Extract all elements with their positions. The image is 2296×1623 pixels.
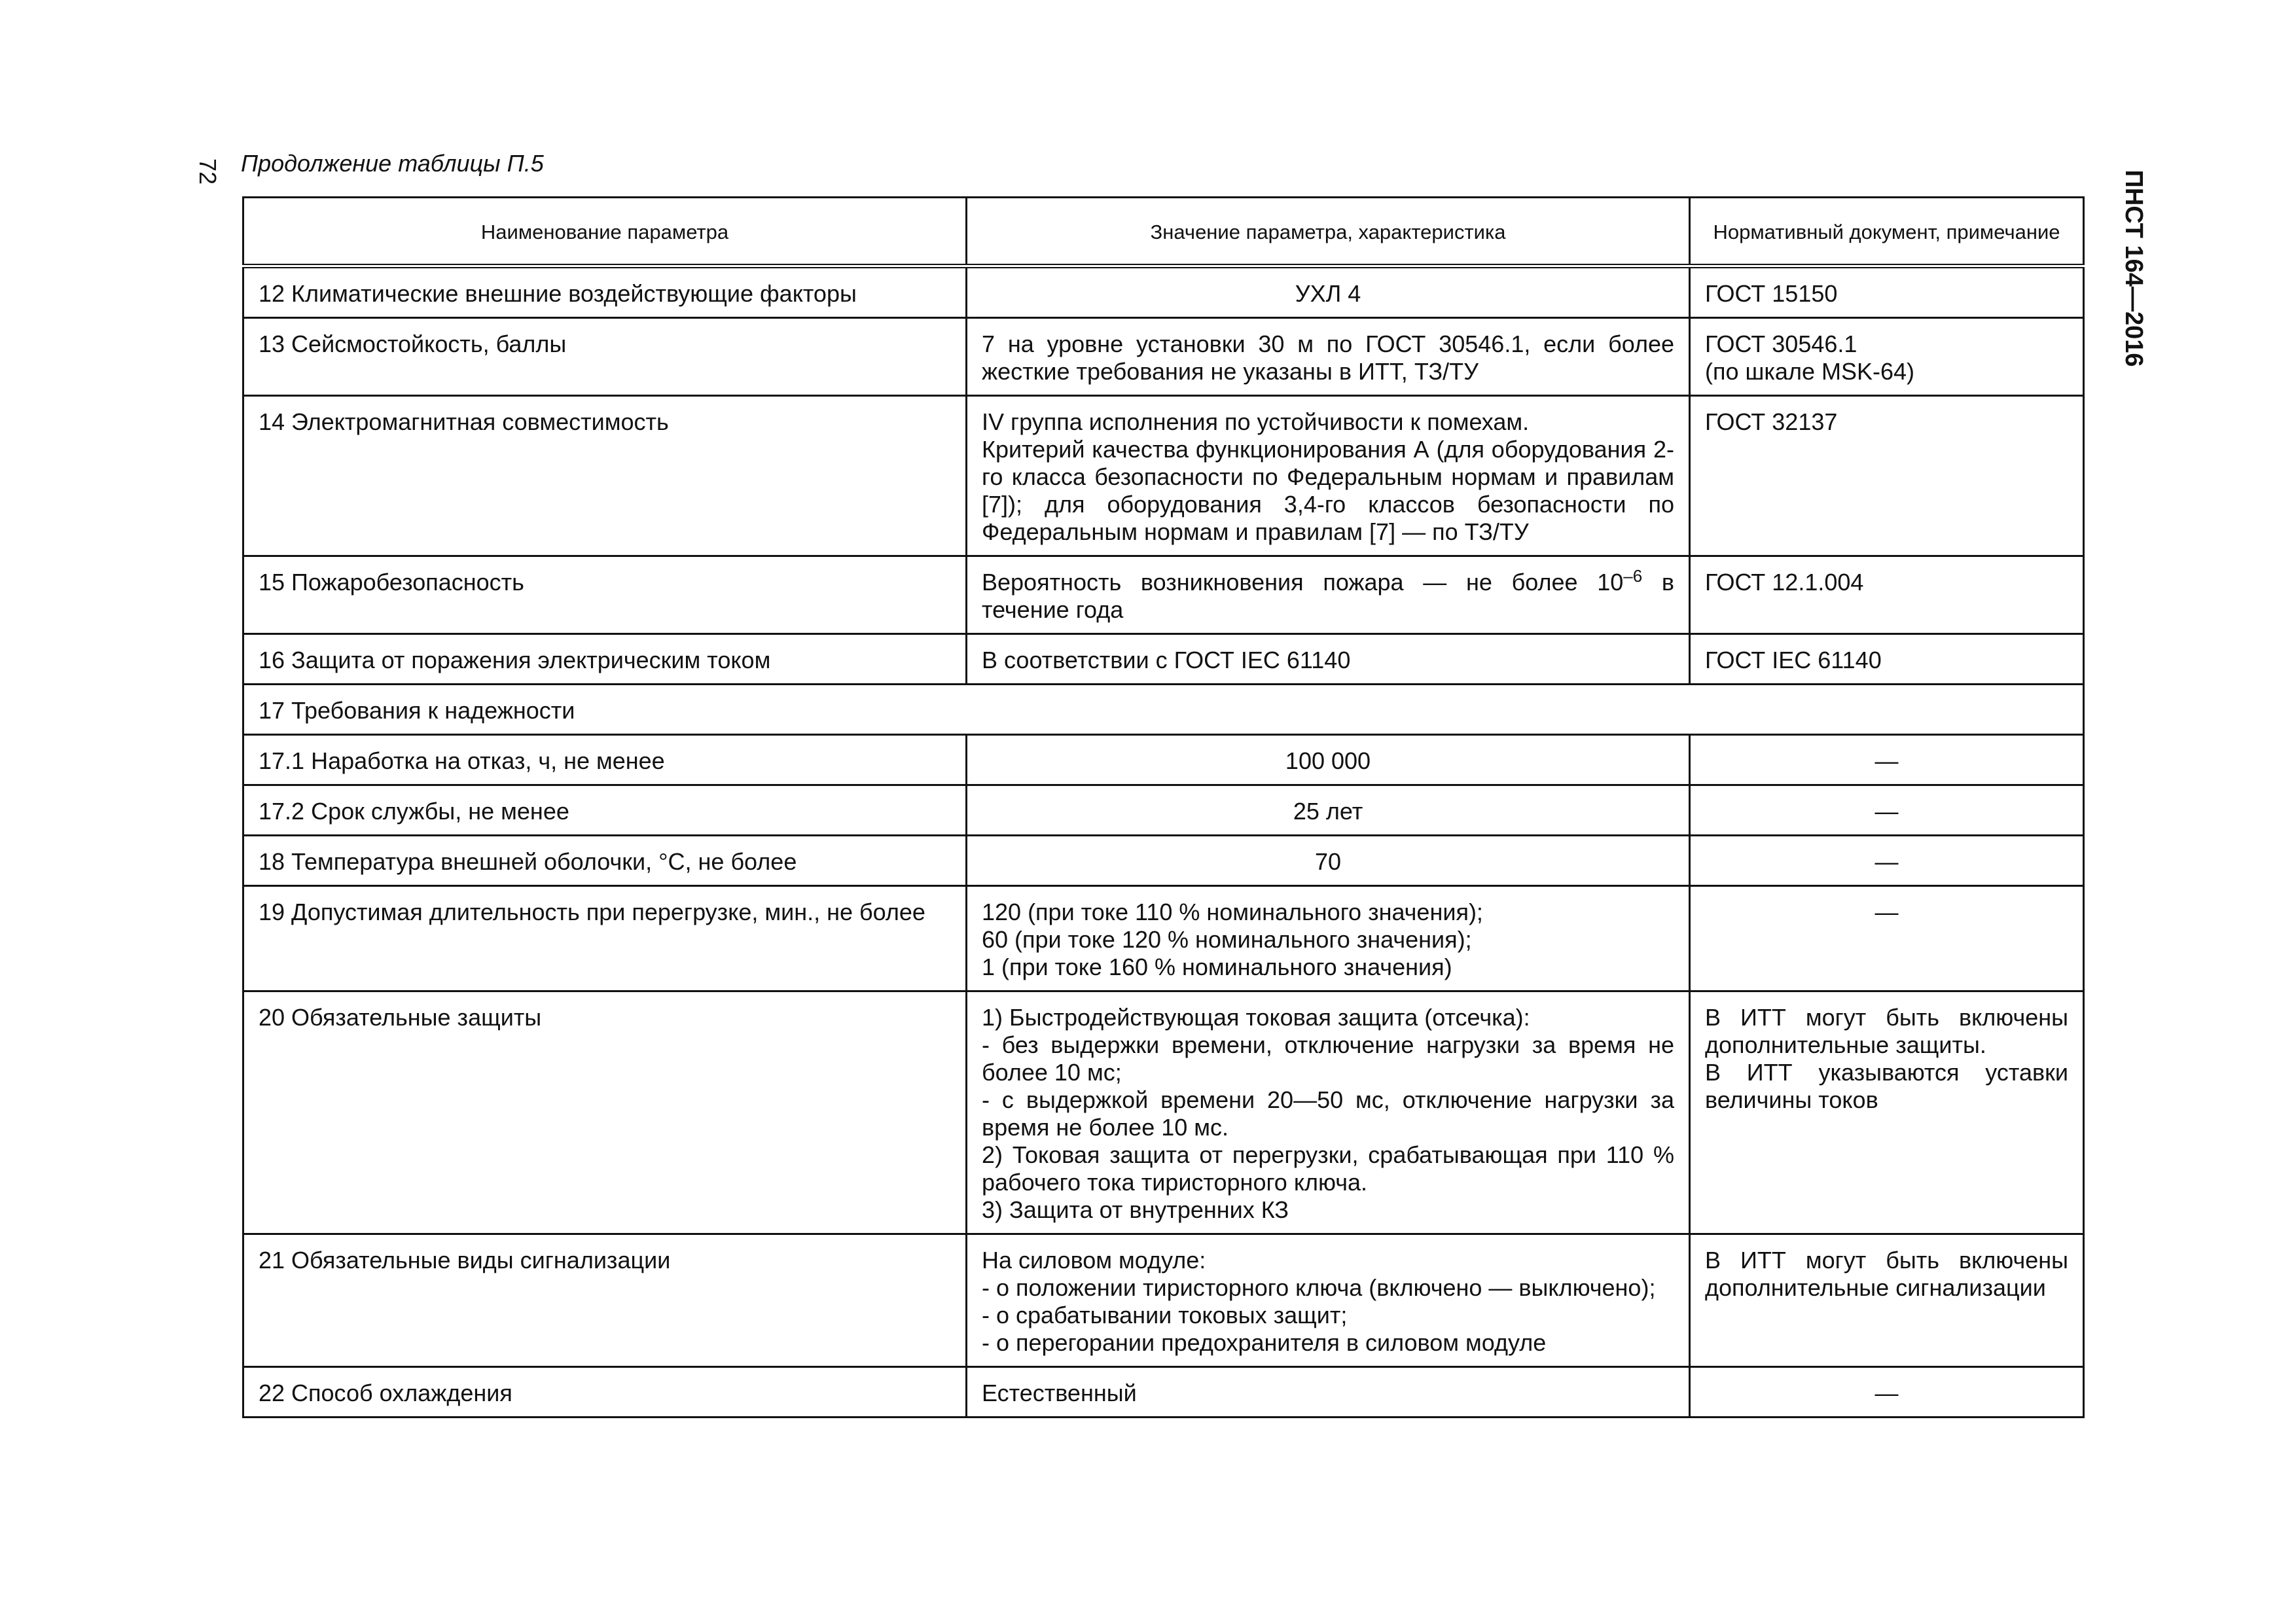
norm-cell: В ИТТ могут быть включены дополнительные сигнализации: [1690, 1234, 2084, 1367]
norm-cell: —: [1690, 1367, 2084, 1418]
param-cell: 16 Защита от поражения электрическим током: [243, 634, 967, 685]
value-cell: В соответствии с ГОСТ IEC 61140: [967, 634, 1690, 685]
param-cell: 13 Сейсмостойкость, баллы: [243, 318, 967, 396]
value-cell: УХЛ 4: [967, 266, 1690, 318]
norm-cell: ГОСТ 32137: [1690, 396, 2084, 556]
norm-cell: —: [1690, 735, 2084, 785]
param-cell: 18 Температура внешней оболочки, °С, не более: [243, 836, 967, 886]
value-cell: 70: [967, 836, 1690, 886]
param-cell: 20 Обязательные защиты: [243, 991, 967, 1234]
value-cell: 25 лет: [967, 785, 1690, 836]
value-cell: IV группа исполнения по устойчивости к помехам. Критерий качества функционирования А (для оборудования 2-го класса безопасности по Федеральным нормам и правилам [7]); для оборудования 3,4-го классов безопасности по Федеральным нормам и правилам [7] — по ТЗ/ТУ: [967, 396, 1690, 556]
value-cell: 100 000: [967, 735, 1690, 785]
param-cell: 17.2 Срок службы, не менее: [243, 785, 967, 836]
value-cell: Естественный: [967, 1367, 1690, 1418]
table-row: [243, 556, 2084, 634]
table-row: [243, 266, 2084, 318]
table-section-row: [243, 685, 2084, 735]
document-code: ПНСТ 164—2016: [2120, 169, 2147, 367]
table-row: [243, 735, 2084, 785]
norm-cell: ГОСТ 30546.1 (по шкале MSK-64): [1690, 318, 2084, 396]
parameters-table: [242, 196, 2085, 1418]
value-text: Вероятность возникновения пожара — не более 10: [982, 569, 1624, 596]
norm-cell: ГОСТ 12.1.004: [1690, 556, 2084, 634]
param-cell: 21 Обязательные виды сигнализации: [243, 1234, 967, 1367]
norm-cell: ГОСТ IEC 61140: [1690, 634, 2084, 685]
header-normative-document: Нормативный документ, примечание: [1690, 198, 2084, 266]
table-caption: Продолжение таблицы П.5: [241, 150, 544, 177]
param-cell: 22 Способ охлаждения: [243, 1367, 967, 1418]
value-cell: [967, 556, 1690, 634]
header-parameter-name: Наименование параметра: [243, 198, 967, 266]
norm-cell: —: [1690, 785, 2084, 836]
table-row: [243, 991, 2084, 1234]
table-header-row: [243, 198, 2084, 266]
param-cell: 19 Допустимая длительность при перегрузке, мин., не более: [243, 886, 967, 991]
param-cell: 15 Пожаробезопасность: [243, 556, 967, 634]
table-row: [243, 634, 2084, 685]
table-row: [243, 318, 2084, 396]
table-row: [243, 886, 2084, 991]
table-row: [243, 1367, 2084, 1418]
param-cell: 12 Климатические внешние воздействующие факторы: [243, 266, 967, 318]
param-cell: 17.1 Наработка на отказ, ч, не менее: [243, 735, 967, 785]
value-cell: 1) Быстродействующая токовая защита (отсечка): - без выдержки времени, отключение нагрузки за время не более 10 мс; - с выдержкой времени 20—50 мс, отключение нагрузки за время не более 10 мс. 2) Токовая защита от перегрузки, срабатывающая при 110 % рабочего тока тиристорного ключа. 3) Защита от внутренних КЗ: [967, 991, 1690, 1234]
table-row: [243, 1234, 2084, 1367]
value-cell: На силовом модуле: - о положении тиристорного ключа (включено — выключено); - о срабатывании токовых защит; - о перегорании предохранителя в силовом модуле: [967, 1234, 1690, 1367]
norm-cell: ГОСТ 15150: [1690, 266, 2084, 318]
value-cell: 120 (при токе 110 % номинального значения); 60 (при токе 120 % номинального значения); 1 (при токе 160 % номинального значения): [967, 886, 1690, 991]
norm-cell: —: [1690, 886, 2084, 991]
exponent: –6: [1623, 566, 1643, 586]
table-row: [243, 396, 2084, 556]
norm-cell: —: [1690, 836, 2084, 886]
value-cell: 7 на уровне установки 30 м по ГОСТ 30546.1, если более жесткие требования не указаны в ИТТ, ТЗ/ТУ: [967, 318, 1690, 396]
table-row: [243, 836, 2084, 886]
header-parameter-value: Значение параметра, характеристика: [967, 198, 1690, 266]
table-row: [243, 785, 2084, 836]
param-cell: 14 Электромагнитная совместимость: [243, 396, 967, 556]
page-number: 72: [194, 158, 221, 185]
value-text: в течение года: [982, 569, 1674, 623]
section-heading: 17 Требования к надежности: [243, 685, 2084, 735]
norm-cell: В ИТТ могут быть включены дополнительные защиты. В ИТТ указываются уставки величины токов: [1690, 991, 2084, 1234]
